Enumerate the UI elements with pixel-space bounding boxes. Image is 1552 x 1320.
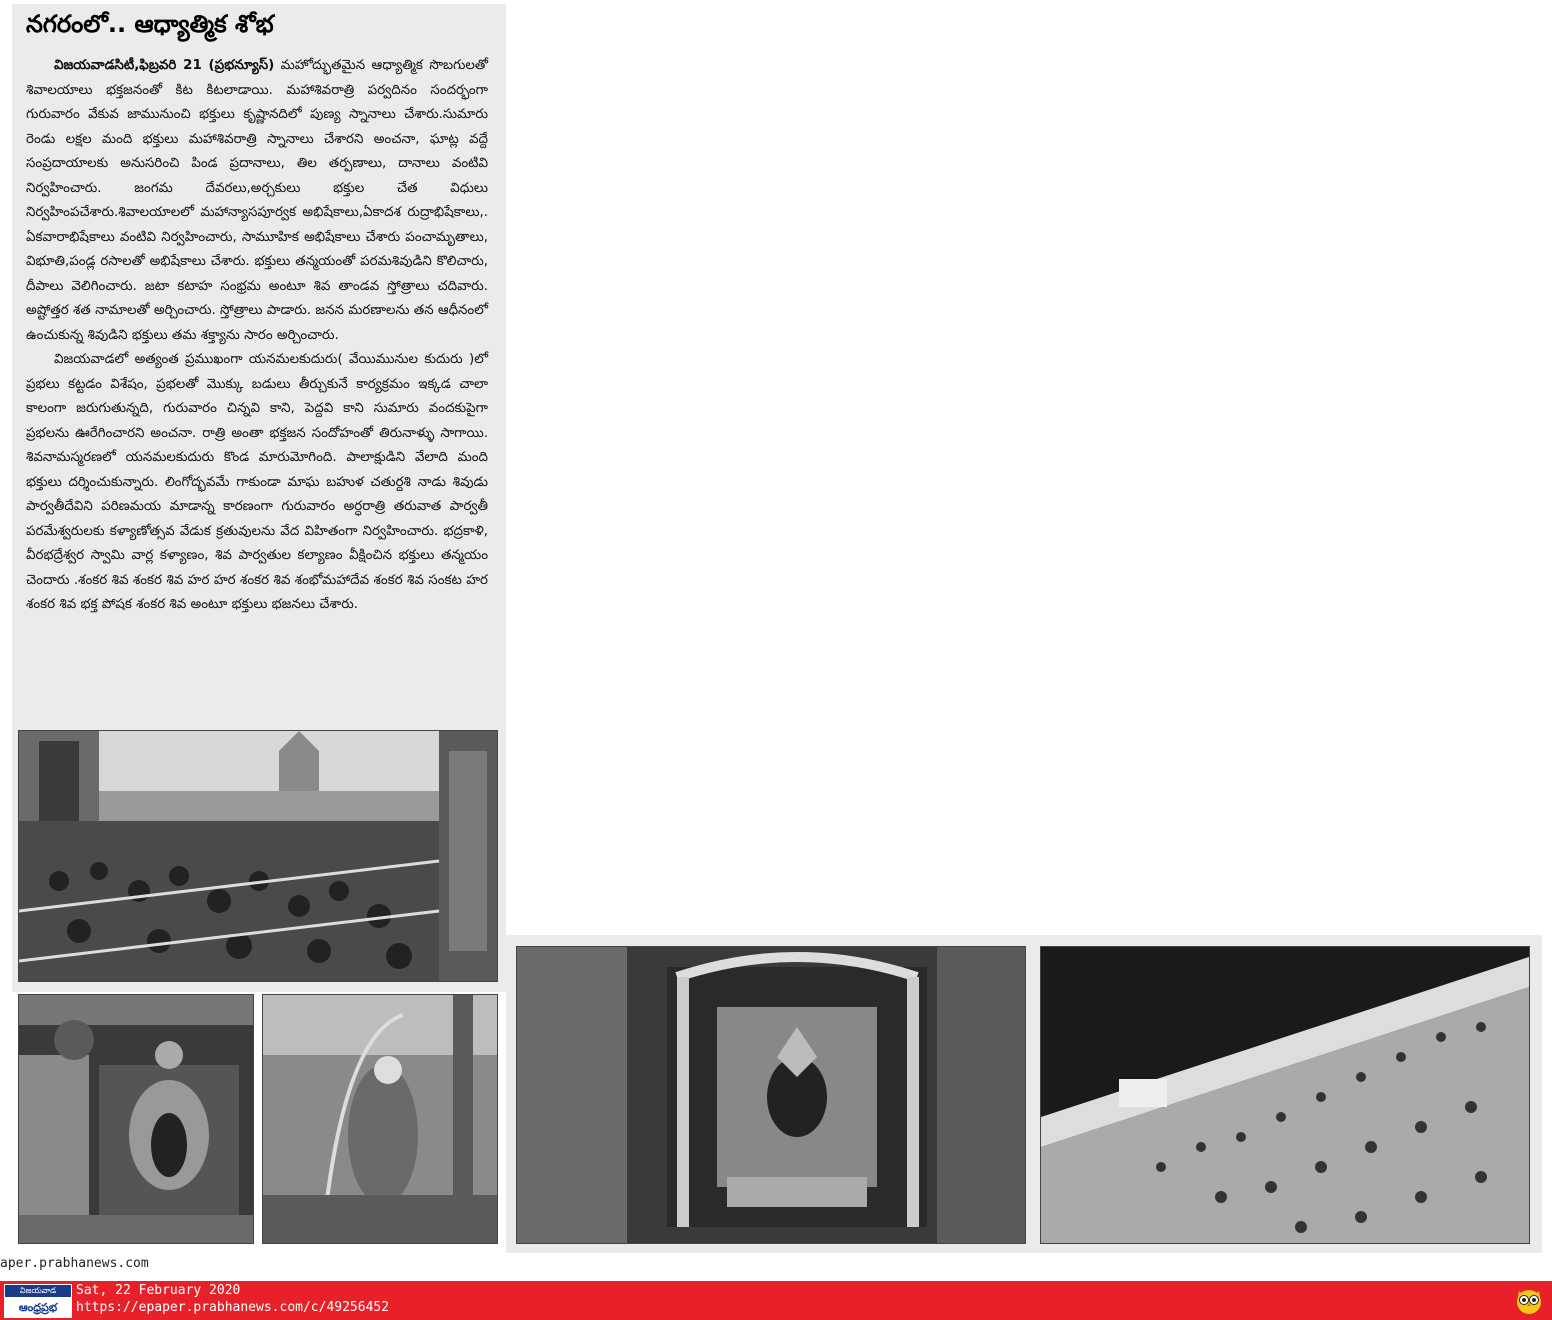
logo-city: విజయవాడ (5, 1285, 71, 1297)
footer-date: Sat, 22 February 2020 (76, 1283, 241, 1298)
priest-shrine-photo (18, 994, 254, 1244)
article-paragraph-1-text: మహోద్భుతమైన ఆధ్యాత్మిక సొబగులతో శివాలయాలు భక్తజనంతో కిట కిటలాడాయి. మహాశివరాత్రి పర్వదినం సందర్భంగా గురువారం వేకువ జామునుంచి భక్తులు కృష్ణానదిలో పుణ్య స్నానాలు చేశారు.సుమారు రెండు లక్షల మంది భక్తులు మహాశివరాత్రి స్నానాలు చేశారని అంచనా, ఘాట్ల వద్దే సంప్రదాయాలకు అనుసరించి పిండ ప్రదానాలు, తిల తర్పణాలు, దానాలు వంటివి నిర్వహించారు. జంగమ దేవరలు,అర్చకులు భక్తుల చేత విధులు నిర్వహింపచేశారు.శివాలయాలలో మహాన్యాసపూర్వక అభిషేకాలు,ఏకాదశ రుద్రాభిషేకాలు,. ఏకవారాభిషేకాలు వంటివి నిర్వహించారు, సామూహిక అభిషేకాలు చేశారు పంచామృతాలు, విభూతి,పండ్ల రసాలతో అభిషేకాలు చేశారు. భక్తులు తన్మయంతో పరమశివుడిని కొలిచారు, దీపాలు వెలిగించారు. జటా కటాహ సంభ్రమ అంటూ శివ తాండవ స్తోత్రాలు చదివారు. అష్టోత్తర శత నామాలతో అర్చించారు. స్తోత్రాలు పాడారు. జనన మరణాలను తన ఆధీనంలో ఉంచుకున్న శివుడిని భక్తులు తమ శక్త్యాను సారం అర్చించారు. (26, 58, 488, 343)
footer-bar (0, 1281, 1552, 1320)
deity-statue-photo (262, 994, 498, 1244)
article-headline: నగరంలో.. ఆధ్యాత్మిక శోభ (26, 10, 274, 38)
newspaper-logo[interactable] (4, 1284, 72, 1318)
logo-title: ఆంధ్రప్రభ (18, 1301, 58, 1314)
footer-url[interactable]: https://epaper.prabhanews.com/c/49256452 (76, 1300, 390, 1315)
article-body (26, 54, 488, 618)
article-dateline: విజయవాడసిటీ,ఫిబ్రవరి 21 (ప్రభన్యూస్) (54, 58, 275, 73)
article-paragraph-2: విజయవాడలో అత్యంత ప్రముఖంగా యనమలకుదురు( వేయిమునుల కుదురు )లో ప్రభలు కట్టడం విశేషం, ప్రభలతో మొక్కు బడులు తీర్చుకునే కార్యక్రమం ఇక్కడ చాలా కాలంగా జరుగుతున్నది, గురువారం చిన్నవి కాని, పెద్దవి కాని సుమారు వందకుపైగా ప్రభలను ఊరేగించారని అంచనా. రాత్రి అంతా భక్తజన సందోహంతో తిరునాళ్ళు సాగాయి. శివనామస్మరణలో యనమలకుదురు కొండ మారుమోగింది. పాలాక్షుడిని వేలాది మంది భక్తులు దర్శించుకున్నారు. లింగోద్భవమే గాకుండా మాఘ బహుళ చతుర్దశి నాడు శివుడు పార్వతీదేవిని పరిణమయ మాడాన్న కారణంగా గురువారం అర్ధరాత్రి తరువాత పార్వతీ పరమేశ్వరులకు కళ్యాణోత్సవ వేడుక క్రతువులను వేద విహితంగా నిర్వహించారు. భద్రకాళి, వీరభద్రేశ్వర స్వామి వార్ల కళ్యాణం, శివ పార్వతుల కల్యాణం వీక్షించిన భక్తులు తన్మయం చెందారు .శంకర శివ శంకర శివ హర హర శంకర శివ శంభోమహాదేవ శంకర శివ సంకట హర శంకర శివ భక్త పోషక శంకర శివ అంటూ భక్తులు భజనలు చేశారు. (26, 352, 488, 612)
temple-crowd-photo (18, 730, 498, 982)
page-source-url: aper.prabhanews.com (0, 1256, 149, 1271)
owl-icon[interactable] (1514, 1285, 1544, 1315)
article-paragraph-1 (26, 54, 488, 348)
decorated-shrine-photo (516, 946, 1026, 1244)
river-bathing-photo (1040, 946, 1530, 1244)
